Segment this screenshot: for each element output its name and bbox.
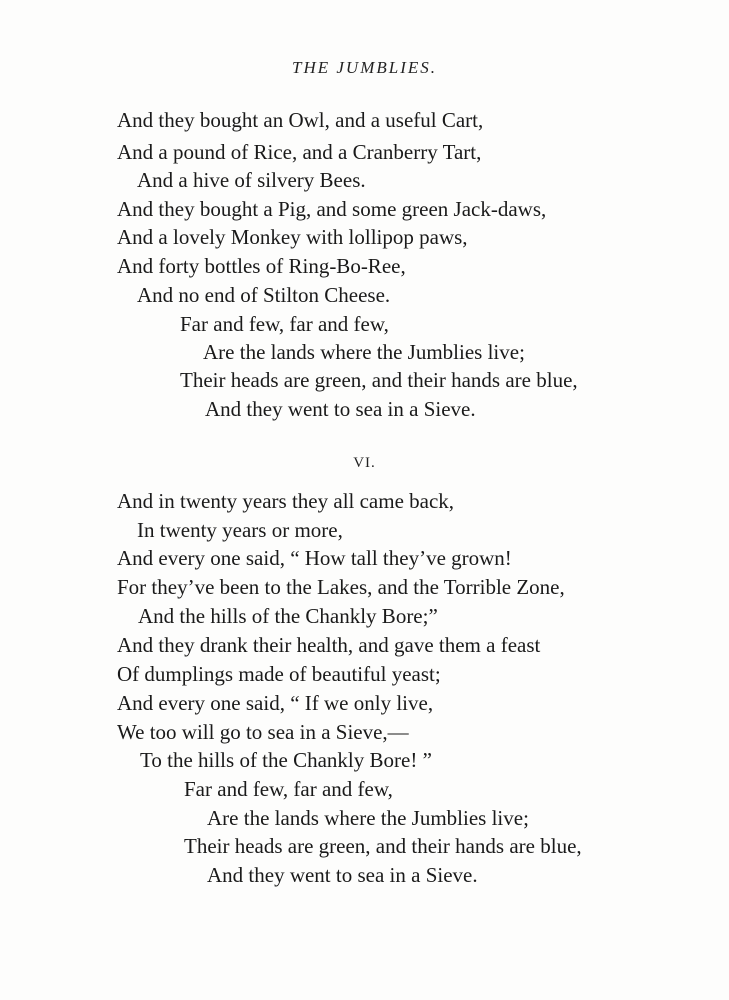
poem-line: For they’ve been to the Lakes, and the Torrible Zone, xyxy=(117,575,565,599)
poem-line: And the hills of the Chankly Bore;” xyxy=(138,604,438,628)
poem-line: And they bought a Pig, and some green Jack-daws, xyxy=(117,197,547,221)
poem-line: And in twenty years they all came back, xyxy=(117,489,455,513)
poem-line: And a hive of silvery Bees. xyxy=(137,168,366,192)
refrain-line: And they went to sea in a Sieve. xyxy=(205,397,476,421)
refrain-line: And they went to sea in a Sieve. xyxy=(207,863,478,887)
poem-line: And every one said, “ How tall they’ve grown! xyxy=(117,546,512,570)
poem-line: And they bought an Owl, and a useful Cart, xyxy=(117,108,484,132)
poem-line: And every one said, “ If we only live, xyxy=(117,691,434,715)
poem-line: And no end of Stilton Cheese. xyxy=(137,283,391,307)
poem-line: In twenty years or more, xyxy=(137,518,343,542)
refrain-line: Their heads are green, and their hands are blue, xyxy=(180,368,578,392)
poem-line: And forty bottles of Ring-Bo-Ree, xyxy=(117,254,406,278)
refrain-line: Far and few, far and few, xyxy=(184,777,393,801)
poem-line: And a pound of Rice, and a Cranberry Tart, xyxy=(117,140,482,164)
section-number: VI. xyxy=(353,455,376,471)
refrain-line: Far and few, far and few, xyxy=(180,312,389,336)
poem-line: Of dumplings made of beautiful yeast; xyxy=(117,662,441,686)
refrain-line: Are the lands where the Jumblies live; xyxy=(207,806,529,830)
poem-line: And a lovely Monkey with lollipop paws, xyxy=(117,225,468,249)
refrain-line: Their heads are green, and their hands are blue, xyxy=(184,834,582,858)
poem-line: To the hills of the Chankly Bore! ” xyxy=(140,748,432,772)
running-head: THE JUMBLIES. xyxy=(292,58,437,77)
poem-line: We too will go to sea in a Sieve,— xyxy=(117,720,409,744)
refrain-line: Are the lands where the Jumblies live; xyxy=(203,340,525,364)
poem-line: And they drank their health, and gave them a feast xyxy=(117,633,541,657)
